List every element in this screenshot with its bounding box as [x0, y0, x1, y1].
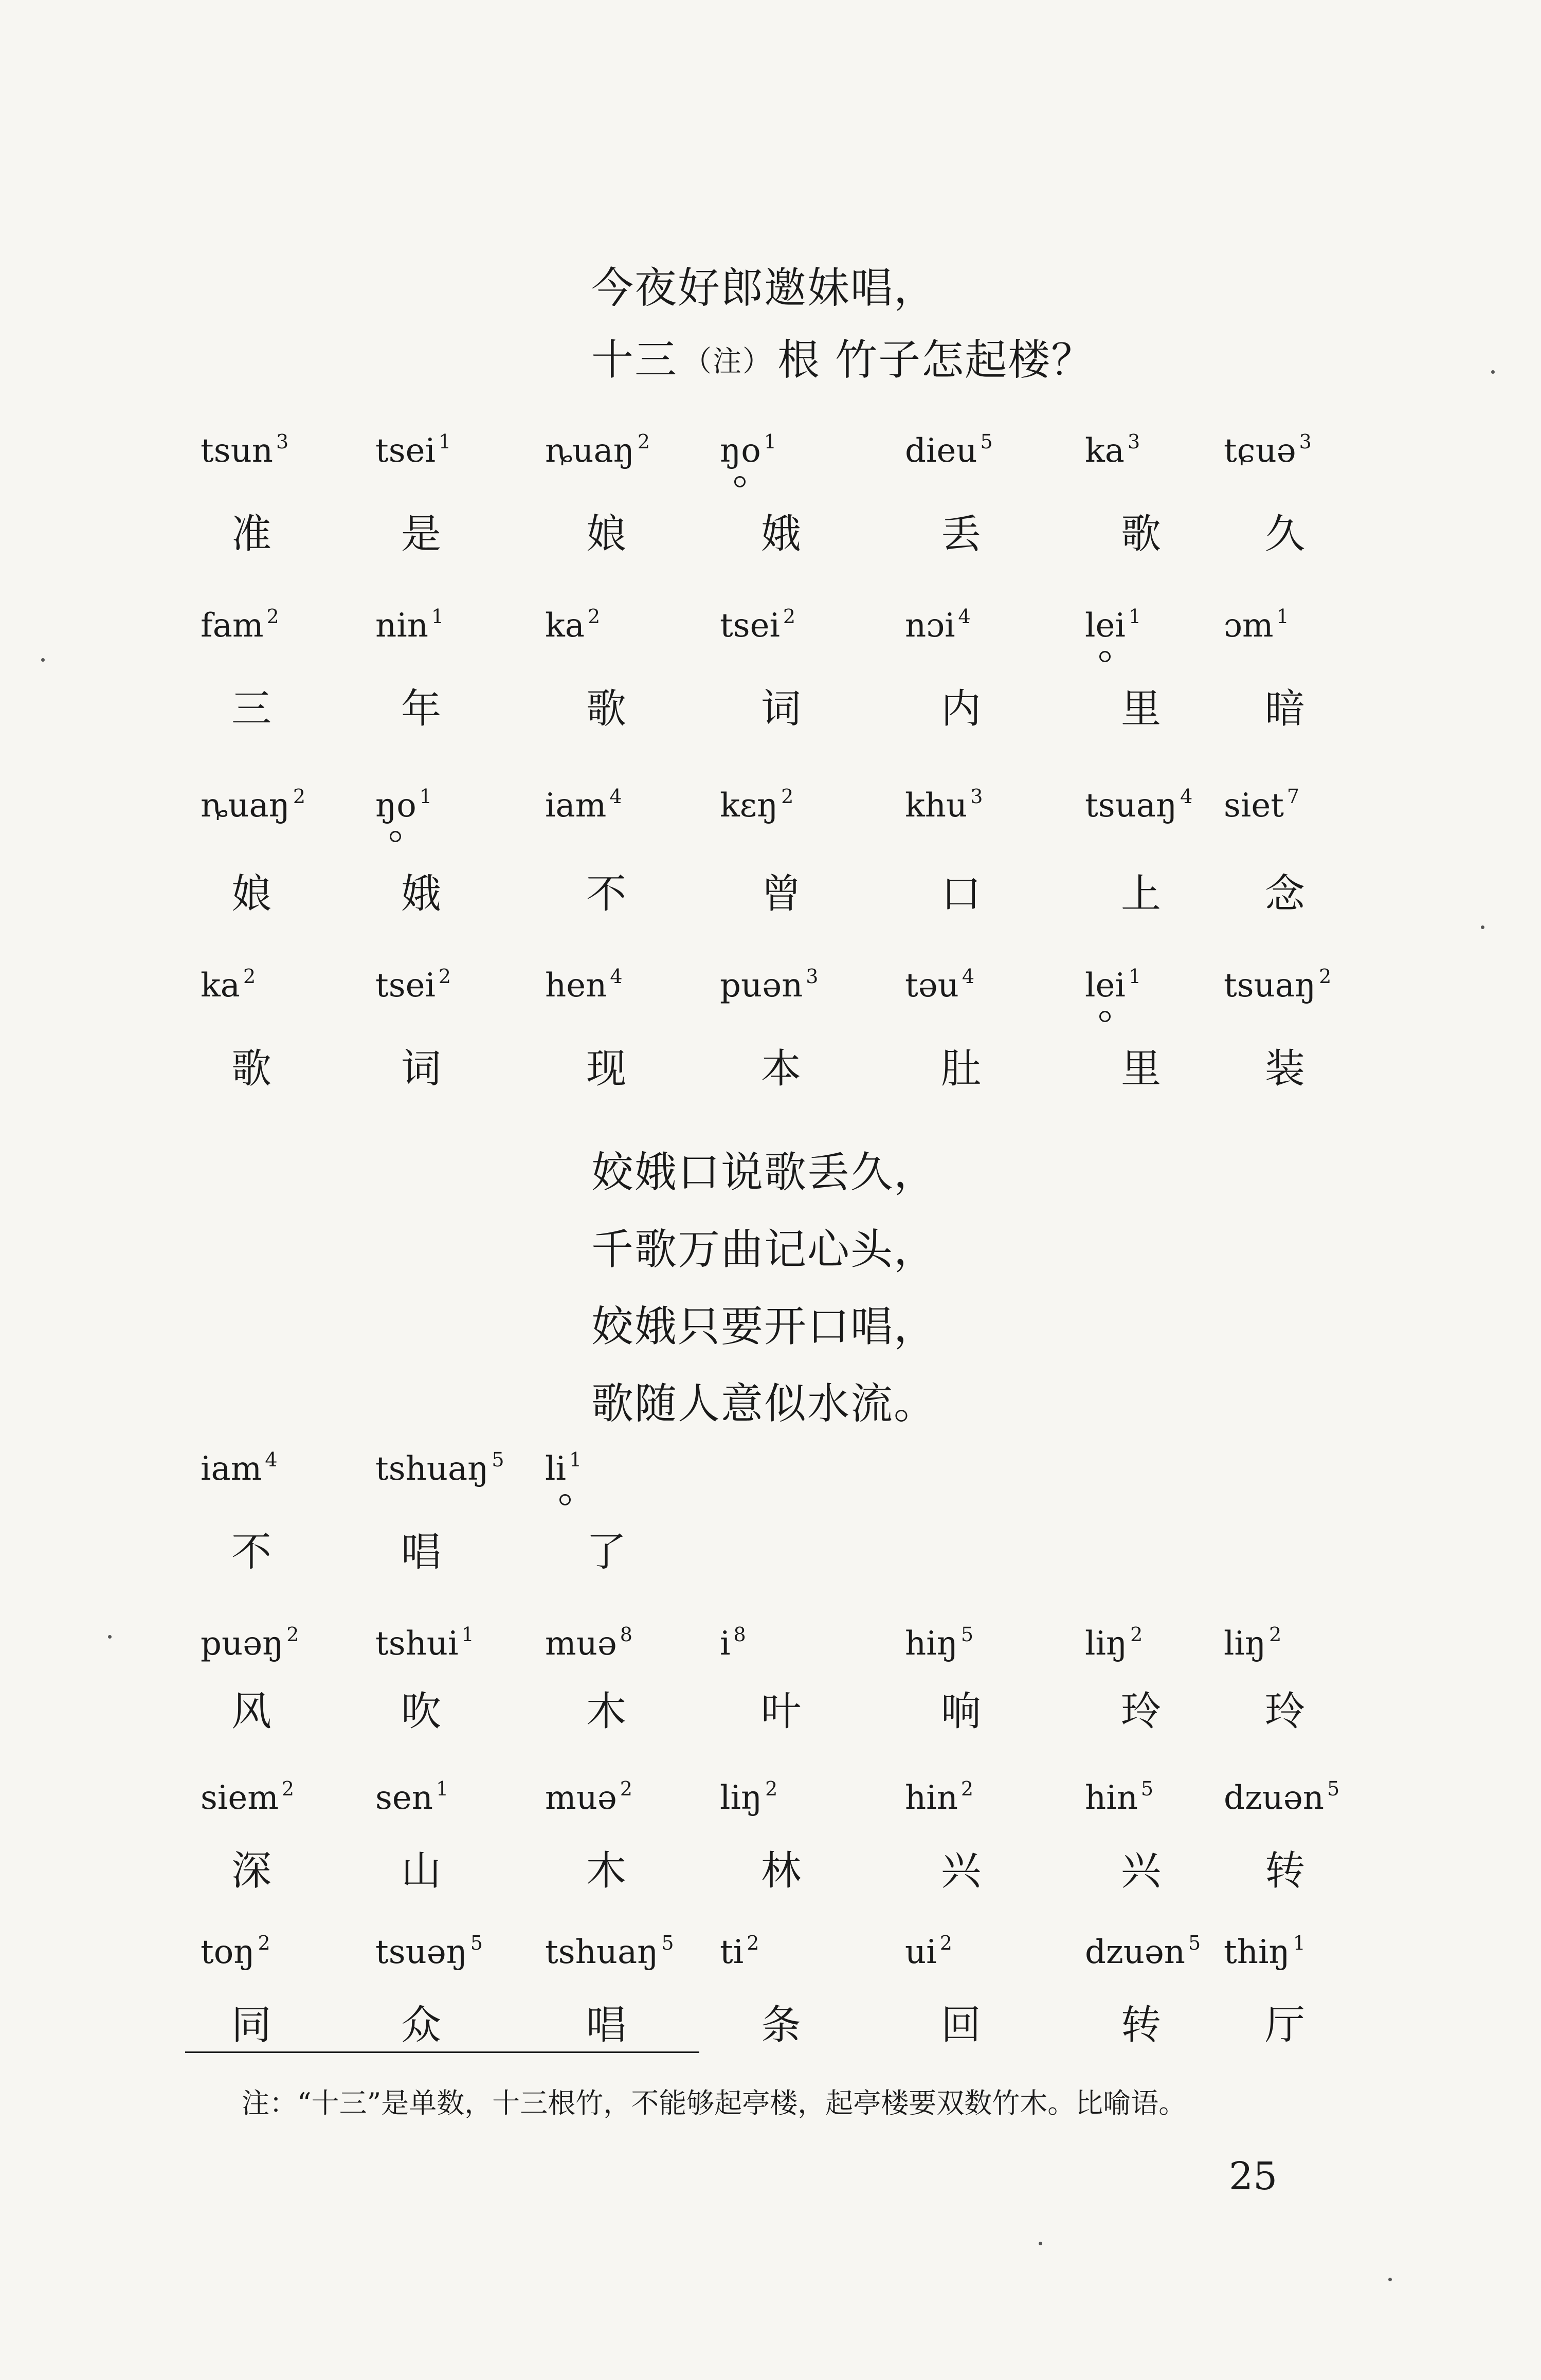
- romanization-syllable: [1224, 1933, 1306, 1969]
- tone-number: 2: [438, 965, 451, 988]
- syllable-text: tshuaŋ: [375, 1450, 489, 1488]
- verse2-line4: 歌随人意似水流。: [591, 1379, 937, 1428]
- hanzi-gloss: 转: [1265, 1848, 1306, 1894]
- romanization-syllable: [545, 1623, 632, 1663]
- hanzi-gloss: 回: [941, 2002, 982, 2048]
- syllable-text: muə: [545, 1625, 617, 1663]
- romanization-syllable: [545, 430, 650, 470]
- tone-number: 3: [970, 785, 983, 808]
- diacritic-circle: [390, 831, 401, 842]
- tone-number: 2: [637, 430, 650, 453]
- romanization-syllable: [201, 1933, 270, 1969]
- scan-speck: [1388, 2278, 1392, 2281]
- romanization-syllable: [1085, 1777, 1154, 1817]
- hanzi-gloss: 厅: [1265, 2002, 1306, 2048]
- tone-number: 1: [1276, 605, 1289, 628]
- hanzi-gloss: 曾: [761, 871, 802, 917]
- romanization-syllable: [905, 1933, 952, 1969]
- syllable-text: nɔi: [905, 607, 955, 645]
- romanization-syllable: [720, 1623, 746, 1663]
- tone-number: 2: [258, 1932, 270, 1954]
- verse1-line2: [591, 336, 1095, 385]
- syllable-text: tɕuə: [1224, 432, 1296, 470]
- syllable-text: tsei: [720, 607, 780, 645]
- tone-number: 2: [587, 605, 601, 628]
- hanzi-gloss: 不: [586, 871, 627, 917]
- syllable-text: tsuaŋ: [1224, 967, 1316, 1005]
- romanization-syllable: [905, 965, 974, 1005]
- hanzi-gloss: 娘: [586, 511, 627, 557]
- verse1-line1: 今夜好郎邀妹唱，: [591, 264, 937, 313]
- tone-number: 1: [419, 785, 432, 808]
- tone-number: 4: [958, 605, 971, 628]
- syllable-text: tsuaŋ: [1085, 787, 1177, 825]
- romanization-syllable: [375, 1933, 483, 1969]
- tone-number: 5: [960, 1623, 974, 1646]
- romanization-syllable: [905, 1777, 974, 1817]
- romanization-syllable: [720, 965, 819, 1005]
- tone-number: 2: [747, 1932, 759, 1954]
- romanization-syllable: [720, 605, 796, 645]
- tone-number: 5: [980, 430, 993, 453]
- syllable-text: sen: [375, 1779, 433, 1817]
- romanization-syllable: [545, 1448, 582, 1488]
- romanization-syllable: [545, 1777, 632, 1817]
- tone-number: 1: [1128, 605, 1141, 628]
- tone-number: 7: [1286, 785, 1300, 808]
- tone-number: 5: [470, 1932, 483, 1954]
- hanzi-gloss: 风: [231, 1688, 272, 1735]
- romanization-syllable: [1224, 1623, 1282, 1663]
- hanzi-gloss: 肚: [941, 1046, 982, 1092]
- romanization-syllable: [545, 605, 601, 645]
- footnote: 注：“十三”是单数，十三根竹，不能够起亭楼，起亭楼要双数竹木。比喻语。: [242, 2087, 1187, 2119]
- syllable-text: ti: [720, 1933, 744, 1971]
- tone-number: 2: [266, 605, 279, 628]
- hanzi-gloss: 是: [401, 511, 442, 557]
- syllable-text: siem: [201, 1779, 279, 1817]
- syllable-text: khu: [905, 787, 968, 825]
- hanzi-gloss: 条: [761, 2002, 802, 2048]
- hanzi-gloss: 木: [586, 1688, 627, 1735]
- tone-number: 2: [286, 1623, 299, 1646]
- tone-number: 2: [1269, 1623, 1282, 1646]
- syllable-text: tshuaŋ: [545, 1933, 659, 1971]
- hanzi-gloss: 深: [231, 1848, 272, 1894]
- romanization-syllable: [1224, 605, 1289, 645]
- scan-speck: [1039, 2242, 1042, 2245]
- tone-number: 1: [436, 1777, 449, 1800]
- tone-number: 2: [243, 965, 256, 988]
- tone-number: 4: [1180, 785, 1193, 808]
- verse1-line2-a: 十三: [591, 336, 678, 385]
- syllable-text: iam: [545, 787, 607, 825]
- syllable-text: ȵuaŋ: [201, 787, 290, 825]
- hanzi-gloss: 木: [586, 1848, 627, 1894]
- romanization-syllable: [375, 1448, 504, 1488]
- hanzi-gloss: 娥: [761, 511, 802, 557]
- hanzi-gloss: 上: [1121, 871, 1162, 917]
- hanzi-gloss: 口: [941, 871, 982, 917]
- syllable-text: ka: [201, 967, 240, 1005]
- romanization-syllable: [375, 1623, 474, 1663]
- tone-number: 2: [620, 1777, 632, 1800]
- syllable-text: tsei: [375, 432, 436, 470]
- tone-number: 4: [265, 1448, 278, 1471]
- syllable-text: dieu: [905, 432, 977, 470]
- tone-number: 2: [1130, 1623, 1143, 1646]
- romanization-syllable: [545, 1933, 674, 1969]
- tone-number: 1: [569, 1448, 582, 1471]
- hanzi-gloss: 了: [586, 1529, 627, 1575]
- romanization-syllable: [201, 1623, 299, 1663]
- syllable-text: ɔm: [1224, 607, 1274, 645]
- syllable-text: thiŋ: [1224, 1933, 1290, 1971]
- tone-number: 2: [293, 785, 305, 808]
- hanzi-gloss: 歌: [1121, 511, 1162, 557]
- romanization-syllable: [1224, 785, 1300, 825]
- hanzi-gloss: 准: [231, 511, 272, 557]
- romanization-syllable: [720, 430, 776, 470]
- hanzi-gloss: 同: [231, 2002, 272, 2048]
- tone-number: 1: [764, 430, 776, 453]
- hanzi-gloss: 里: [1121, 1046, 1162, 1092]
- syllable-text: ka: [545, 607, 585, 645]
- verse2-line1: 姣娥口说歌丢久，: [591, 1148, 937, 1197]
- diacritic-circle: [734, 476, 746, 487]
- romanization-syllable: [1224, 1777, 1340, 1817]
- hanzi-gloss: 众: [401, 2002, 442, 2048]
- hanzi-gloss: 山: [401, 1848, 442, 1894]
- syllable-text: ŋo: [375, 787, 416, 825]
- romanization-syllable: [720, 1933, 759, 1969]
- tone-number: 3: [806, 965, 819, 988]
- verse2-line2: 千歌万曲记心头，: [591, 1225, 937, 1274]
- tone-number: 8: [733, 1623, 746, 1646]
- syllable-text: tsun: [201, 432, 273, 470]
- syllable-text: puən: [720, 967, 803, 1005]
- syllable-text: ȵuaŋ: [545, 432, 634, 470]
- tone-number: 1: [461, 1623, 474, 1646]
- hanzi-gloss: 念: [1265, 871, 1306, 917]
- tone-number: 1: [431, 605, 444, 628]
- hanzi-gloss: 兴: [941, 1848, 982, 1894]
- scan-speck: [1481, 925, 1484, 929]
- syllable-text: dzuən: [1224, 1779, 1324, 1817]
- hanzi-gloss: 唱: [401, 1529, 442, 1575]
- hanzi-gloss: 林: [761, 1848, 802, 1894]
- romanization-syllable: [375, 430, 451, 470]
- tone-number: 3: [276, 430, 289, 453]
- hanzi-gloss: 唱: [586, 2002, 627, 2048]
- syllable-text: hen: [545, 967, 607, 1005]
- syllable-text: i: [720, 1625, 731, 1663]
- hanzi-gloss: 歌: [586, 686, 627, 732]
- hanzi-gloss: 玲: [1121, 1688, 1162, 1735]
- hanzi-gloss: 玲: [1265, 1688, 1306, 1735]
- romanization-syllable: [201, 1777, 295, 1817]
- diacritic-circle: [1099, 1011, 1111, 1022]
- hanzi-gloss: 年: [401, 686, 442, 732]
- syllable-text: nin: [375, 607, 428, 645]
- romanization-syllable: [201, 1448, 278, 1488]
- tone-number: 2: [939, 1932, 952, 1954]
- syllable-text: lei: [1085, 607, 1126, 645]
- hanzi-gloss: 装: [1265, 1046, 1306, 1092]
- hanzi-gloss: 词: [401, 1046, 442, 1092]
- tone-number: 5: [1327, 1777, 1340, 1800]
- hanzi-gloss: 现: [586, 1046, 627, 1092]
- hanzi-gloss: 丢: [941, 511, 982, 557]
- syllable-text: toŋ: [201, 1933, 255, 1971]
- tone-number: 4: [609, 785, 622, 808]
- romanization-syllable: [1085, 430, 1140, 470]
- hanzi-gloss: 歌: [231, 1046, 272, 1092]
- romanization-syllable: [1085, 605, 1141, 645]
- tone-number: 2: [281, 1777, 295, 1800]
- syllable-text: kɛŋ: [720, 787, 778, 825]
- romanization-syllable: [1085, 785, 1193, 825]
- tone-number: 5: [1188, 1932, 1201, 1954]
- romanization-syllable: [201, 965, 256, 1005]
- tone-number: 4: [610, 965, 623, 988]
- syllable-text: təu: [905, 967, 959, 1005]
- tone-number: 2: [765, 1777, 778, 1800]
- syllable-text: hin: [905, 1779, 958, 1817]
- romanization-syllable: [545, 785, 622, 825]
- romanization-syllable: [720, 1777, 778, 1817]
- syllable-text: fam: [201, 607, 264, 645]
- syllable-text: dzuən: [1085, 1933, 1185, 1971]
- hanzi-gloss: 暗: [1265, 686, 1306, 732]
- syllable-text: ui: [905, 1933, 937, 1971]
- romanization-syllable: [201, 430, 289, 470]
- tone-number: 2: [783, 605, 796, 628]
- hanzi-gloss: 转: [1121, 2002, 1162, 2048]
- hanzi-gloss: 三: [231, 686, 272, 732]
- tone-number: 5: [492, 1448, 504, 1471]
- romanization-syllable: [905, 1623, 974, 1663]
- romanization-syllable: [1085, 1933, 1201, 1969]
- syllable-text: ŋo: [720, 432, 761, 470]
- syllable-text: tsuəŋ: [375, 1933, 467, 1971]
- tone-number: 1: [1293, 1932, 1306, 1954]
- syllable-text: lei: [1085, 967, 1126, 1005]
- hanzi-gloss: 叶: [761, 1688, 802, 1735]
- syllable-text: iam: [201, 1450, 262, 1488]
- hanzi-gloss: 本: [761, 1046, 802, 1092]
- syllable-text: hiŋ: [905, 1625, 958, 1663]
- hanzi-gloss: 久: [1265, 511, 1306, 557]
- romanization-syllable: [201, 785, 305, 825]
- romanization-syllable: [1224, 430, 1312, 470]
- verse1-line2-b: 根 竹子怎起楼？: [777, 336, 1095, 385]
- romanization-syllable: [905, 430, 993, 470]
- syllable-text: tsei: [375, 967, 436, 1005]
- hanzi-gloss: 不: [231, 1529, 272, 1575]
- romanization-syllable: [1224, 965, 1332, 1005]
- romanization-syllable: [1085, 965, 1141, 1005]
- tone-number: 1: [1128, 965, 1141, 988]
- footnote-marker: （注）: [683, 345, 773, 378]
- scan-speck: [1491, 370, 1495, 374]
- syllable-text: liŋ: [1085, 1625, 1128, 1663]
- verse2-line3: 姣娥只要开口唱，: [591, 1302, 937, 1351]
- scan-speck: [108, 1635, 112, 1639]
- romanization-syllable: [375, 785, 432, 825]
- page-number: 25: [1229, 2154, 1278, 2199]
- tone-number: 3: [1127, 430, 1140, 453]
- romanization-syllable: [375, 965, 451, 1005]
- tone-number: 2: [781, 785, 794, 808]
- syllable-text: liŋ: [1224, 1625, 1266, 1663]
- diacritic-circle: [559, 1494, 571, 1505]
- hanzi-gloss: 响: [941, 1688, 982, 1735]
- footnote-rule: [185, 2051, 699, 2053]
- tone-number: 2: [1319, 965, 1332, 988]
- hanzi-gloss: 里: [1121, 686, 1162, 732]
- scan-speck: [41, 658, 45, 662]
- tone-number: 2: [960, 1777, 974, 1800]
- romanization-syllable: [905, 605, 971, 645]
- tone-number: 5: [1140, 1777, 1154, 1800]
- romanization-syllable: [375, 1777, 449, 1817]
- romanization-syllable: [545, 965, 623, 1005]
- romanization-syllable: [201, 605, 279, 645]
- tone-number: 5: [661, 1932, 674, 1954]
- tone-number: 4: [962, 965, 974, 988]
- syllable-text: puəŋ: [201, 1625, 284, 1663]
- romanization-syllable: [1085, 1623, 1143, 1663]
- hanzi-gloss: 内: [941, 686, 982, 732]
- syllable-text: muə: [545, 1779, 617, 1817]
- hanzi-gloss: 吹: [401, 1688, 442, 1735]
- romanization-syllable: [720, 785, 794, 825]
- hanzi-gloss: 娘: [231, 871, 272, 917]
- syllable-text: tshui: [375, 1625, 459, 1663]
- syllable-text: siet: [1224, 787, 1284, 825]
- syllable-text: hin: [1085, 1779, 1138, 1817]
- syllable-text: ka: [1085, 432, 1125, 470]
- romanization-syllable: [375, 605, 444, 645]
- syllable-text: liŋ: [720, 1779, 763, 1817]
- tone-number: 1: [438, 430, 451, 453]
- tone-number: 3: [1299, 430, 1312, 453]
- hanzi-gloss: 娥: [401, 871, 442, 917]
- hanzi-gloss: 兴: [1121, 1848, 1162, 1894]
- tone-number: 8: [620, 1623, 632, 1646]
- diacritic-circle: [1099, 651, 1111, 662]
- romanization-syllable: [905, 785, 983, 825]
- hanzi-gloss: 词: [761, 686, 802, 732]
- syllable-text: li: [545, 1450, 566, 1488]
